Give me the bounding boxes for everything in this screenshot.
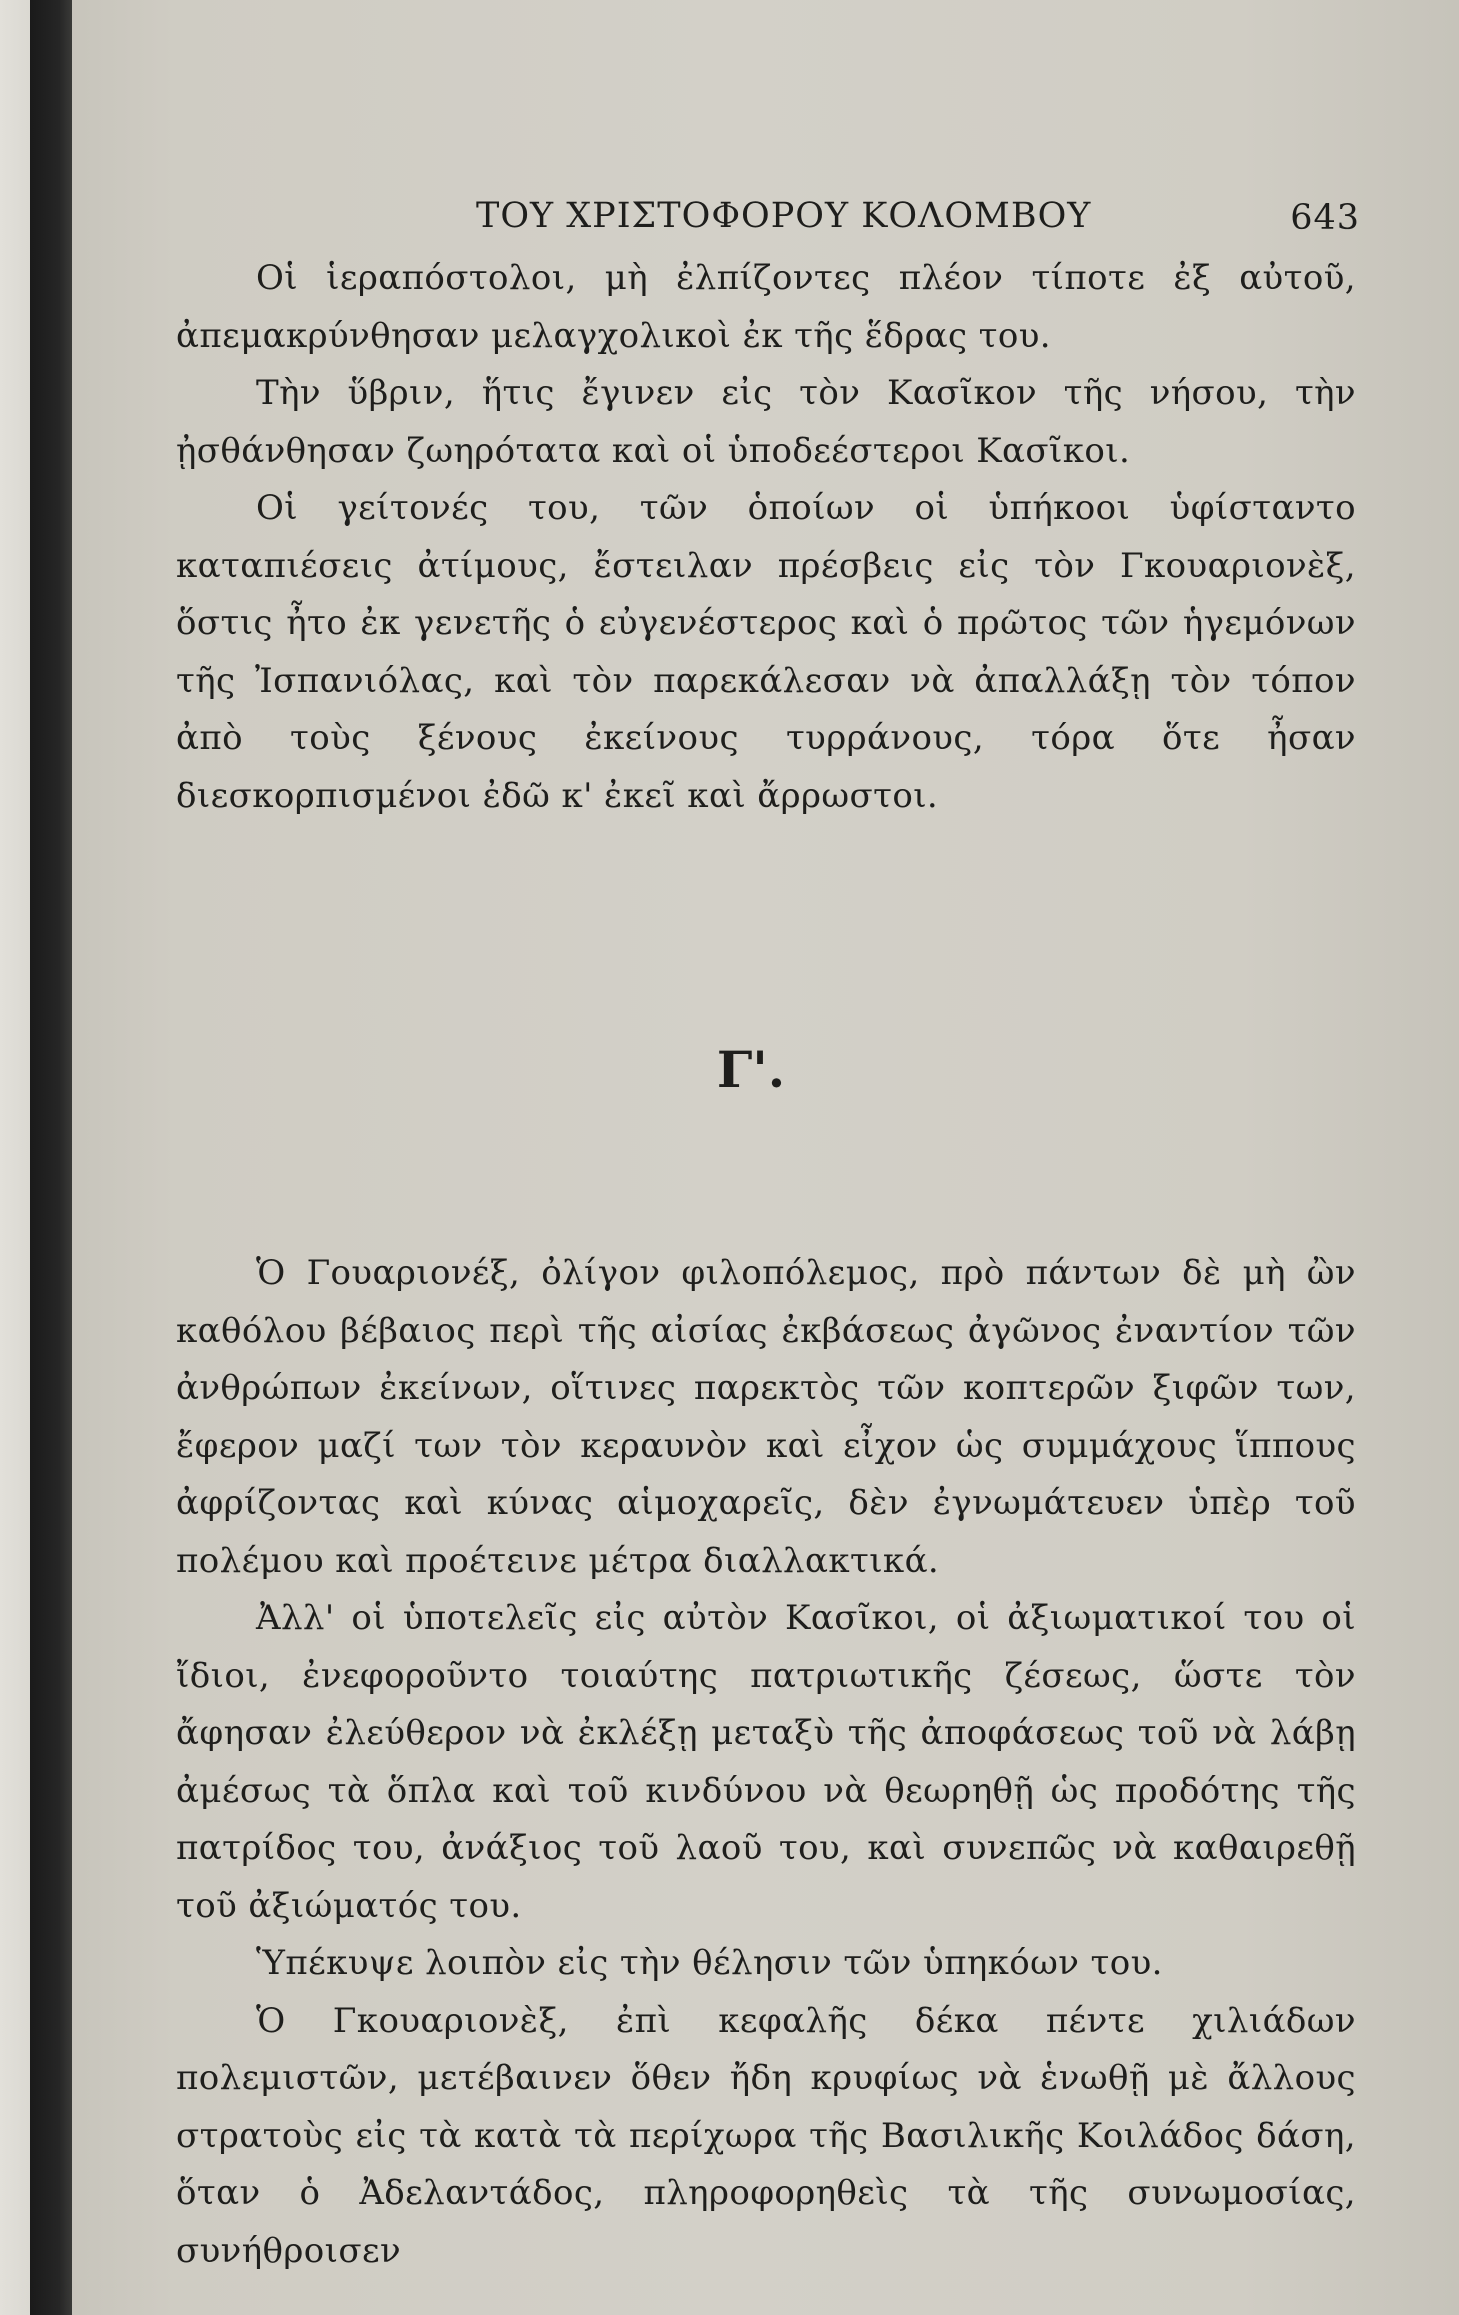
book-binding-gutter (30, 0, 72, 2315)
paragraph-5: Ἀλλ' οἱ ὑποτελεῖς εἰς αὐτὸν Κασῖκοι, οἱ ἀξιωματικοί του οἱ ἴδιοι, ἐνεφοροῦντο τοιαύτης πατριωτικῆς ζέσεως, ὥστε τὸν ἄφησαν ἐλεύθερον νὰ ἐκλέξῃ μεταξὺ τῆς ἀποφάσεως τοῦ νὰ λάβῃ ἀμέσως τὰ ὅπλα καὶ τοῦ κινδύνου νὰ θεωρηθῇ ὡς προδότης τῆς πατρίδος του, ἀνάξιος τοῦ λαοῦ του, καὶ συνεπῶς νὰ καθαιρεθῇ τοῦ ἀξιώματός του. (176, 1598, 1356, 1926)
text-column (176, 190, 1360, 2280)
paragraph-7: Ὁ Γκουαριονὲξ, ἐπὶ κεφαλῆς δέκα πέντε χιλιάδων πολεμιστῶν, μετέβαινεν ὅθεν ἤδη κρυφίως νὰ ἑνωθῇ μὲ ἄλλους στρατοὺς εἰς τὰ κατὰ τὰ περίχωρα τῆς Βασιλικῆς Κοιλάδος δάση, ὅταν ὁ Ἀδελαντάδος, πληροφορηθεὶς τὰ τῆς συνωμοσίας, συνήθροισεν (176, 2000, 1356, 2271)
paragraph-3: Οἱ γείτονές του, τῶν ὁποίων οἱ ὑπήκοοι ὑφίσταντο καταπιέσεις ἀτίμους, ἔστειλαν πρέσβεις εἰς τὸν Γκουαριονὲξ, ὅστις ἦτο ἐκ γενετῆς ὁ εὐγενέστερος καὶ ὁ πρῶτος τῶν ἡγεμόνων τῆς Ἰσπανιόλας, καὶ τὸν παρεκάλεσαν νὰ ἀπαλλάξῃ τὸν τόπον ἀπὸ τοὺς ξένους ἐκείνους τυρράνους, τόρα ὅτε ἦσαν διεσκορπισμένοι ἐδῶ κ' ἐκεῖ καὶ ἄρρωστοι. (176, 488, 1356, 816)
paragraph-1: Οἱ ἱεραπόστολοι, μὴ ἐλπίζοντες πλέον τίποτε ἐξ αὐτοῦ, ἀπεμακρύνθησαν μελαγχολικοὶ ἐκ τῆς ἕδρας του. (176, 258, 1356, 356)
paragraph-2: Τὴν ὕβριν, ἥτις ἔγινεν εἰς τὸν Κασῖκον τῆς νήσου, τὴν ᾐσθάνθησαν ζωηρότατα καὶ οἱ ὑποδεέστεροι Κασῖκοι. (176, 373, 1356, 471)
section-number: Γ'. (716, 1040, 786, 1099)
running-head: ΤΟΥ ΧΡΙΣΤΟΦΟΡΟΥ ΚΟΛΟΜΒΟΥ (476, 196, 1092, 236)
paragraph-4: Ὁ Γουαριονέξ, ὀλίγον φιλοπόλεμος, πρὸ πάντων δὲ μὴ ὢν καθόλου βέβαιος περὶ τῆς αἰσίας ἐκβάσεως ἀγῶνος ἐναντίον τῶν ἀνθρώπων ἐκείνων, οἵτινες παρεκτὸς τῶν κοπτερῶν ξιφῶν των, ἔφερον μαζί των τὸν κεραυνὸν καὶ εἶχον ὡς συμμάχους ἵππους ἀφρίζοντας καὶ κύνας αἱμοχαρεῖς, δὲν ἐγνωμάτευεν ὑπὲρ τοῦ πολέμου καὶ προέτεινε μέτρα διαλλακτικά. (176, 1253, 1356, 1581)
page-header (176, 190, 1360, 250)
page-number: 643 (1290, 198, 1360, 238)
paragraph-6: Ὑπέκυψε λοιπὸν εἰς τὴν θέλησιν τῶν ὑπηκόων του. (256, 1943, 1163, 1983)
